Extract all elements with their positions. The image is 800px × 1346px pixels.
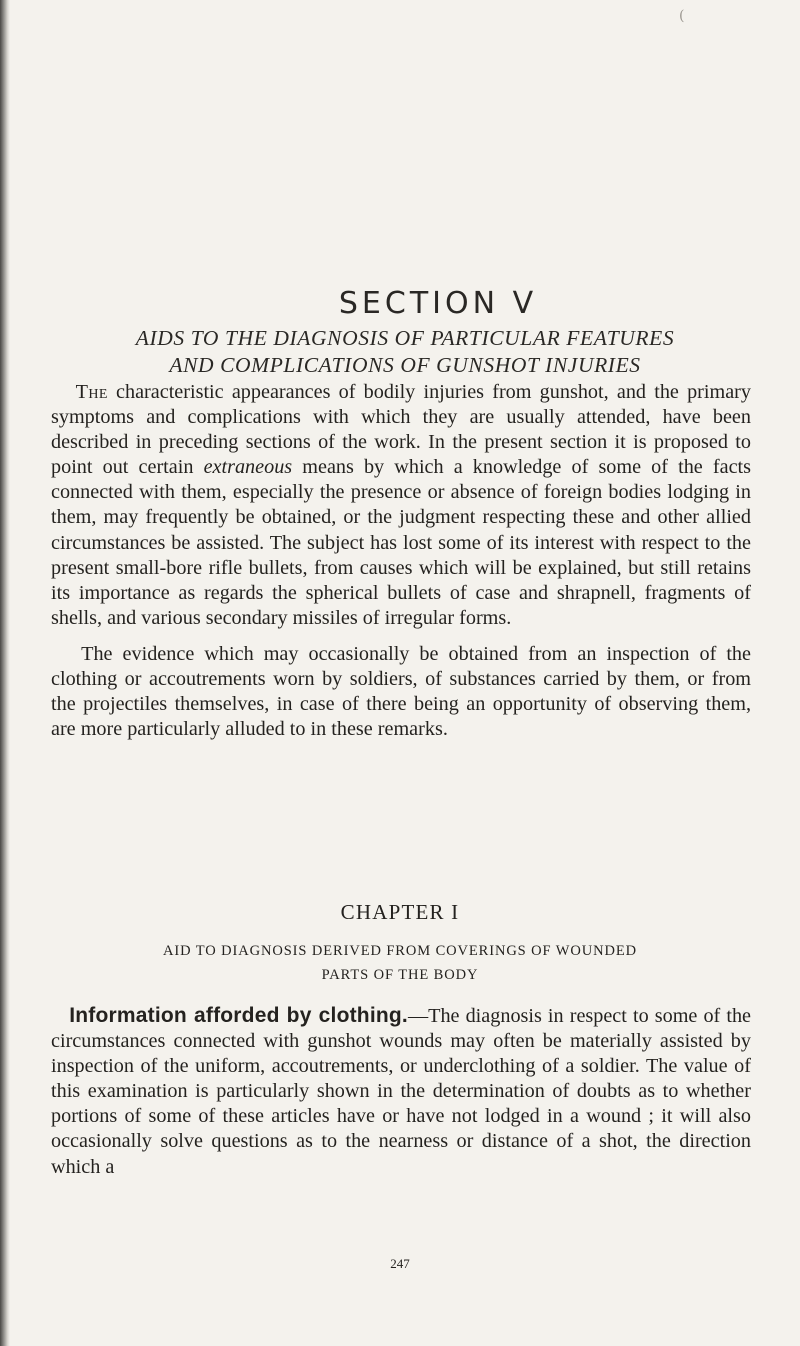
- paragraph-clothing-text: —The diagnosis in respect to some of the circumstances connected with gunshot wounds may often be materially assisted by inspection of the uniform, accoutrements, or underclothing of a soldier. The value of this examination is particularly shown in the determination of doubts as to whether portions of some of these articles have or have not lodged in a wound ; it will also occasionally solve questions as to the nearness or distance of a shot, the direction which a: [51, 1005, 751, 1178]
- paragraph-lead-word: The: [75, 381, 108, 403]
- section-subtitle-line-2: AND COMPLICATIONS OF GUNSHOT INJURIES: [169, 353, 641, 377]
- chapter-subtitle-line-2: PARTS OF THE BODY: [321, 967, 479, 983]
- binding-edge-shadow: [0, 0, 10, 1346]
- chapter-title: CHAPTER I: [340, 900, 460, 924]
- paragraph-text-a: characteristic appearances of bodily injuries from gunshot, and the primary symptoms and complications with which they are usually attended, have been described in preceding sections of the work. In the present section it is proposed to point out certain: [51, 381, 751, 479]
- paragraph-evidence: [51, 642, 751, 742]
- paragraph-evidence-text: The evidence which may occasionally be obtained from an inspection of the clothing or accoutrements worn by soldiers, of substances carried by them, or from the projectiles themselves, in case of there being an opportunity of observing them, are more particularly alluded to in these remarks.: [51, 643, 751, 741]
- paragraph-bold-lead: Information afforded by clothing.: [69, 1004, 408, 1027]
- paragraph-introduction: [51, 380, 751, 631]
- paragraph-text-b: means by which a knowledge of some of the facts connected with them, especially the presence or absence of foreign bodies lodging in them, may frequently be obtained, or the judgment respecting these and other allied circumstances be assisted. The subject has lost some of its interest with respect to the present small-bore rifle bullets, from causes which will be explained, but still retains its importance as regards the spherical bullets of case and shrapnell, fragments of shells, and various secondary missiles of irregular forms.: [51, 456, 751, 629]
- section-subtitle-line-1: AIDS TO THE DIAGNOSIS OF PARTICULAR FEATURES: [135, 326, 675, 350]
- section-title: SECTION V: [338, 286, 538, 321]
- paragraph-italic-word: extraneous: [203, 456, 293, 479]
- chapter-subtitle-line-1: AID TO DIAGNOSIS DERIVED FROM COVERINGS OF WOUNDED: [163, 943, 637, 959]
- paragraph-clothing: [51, 1003, 751, 1180]
- page-number: 247: [390, 1256, 410, 1271]
- top-mark: (: [679, 8, 685, 24]
